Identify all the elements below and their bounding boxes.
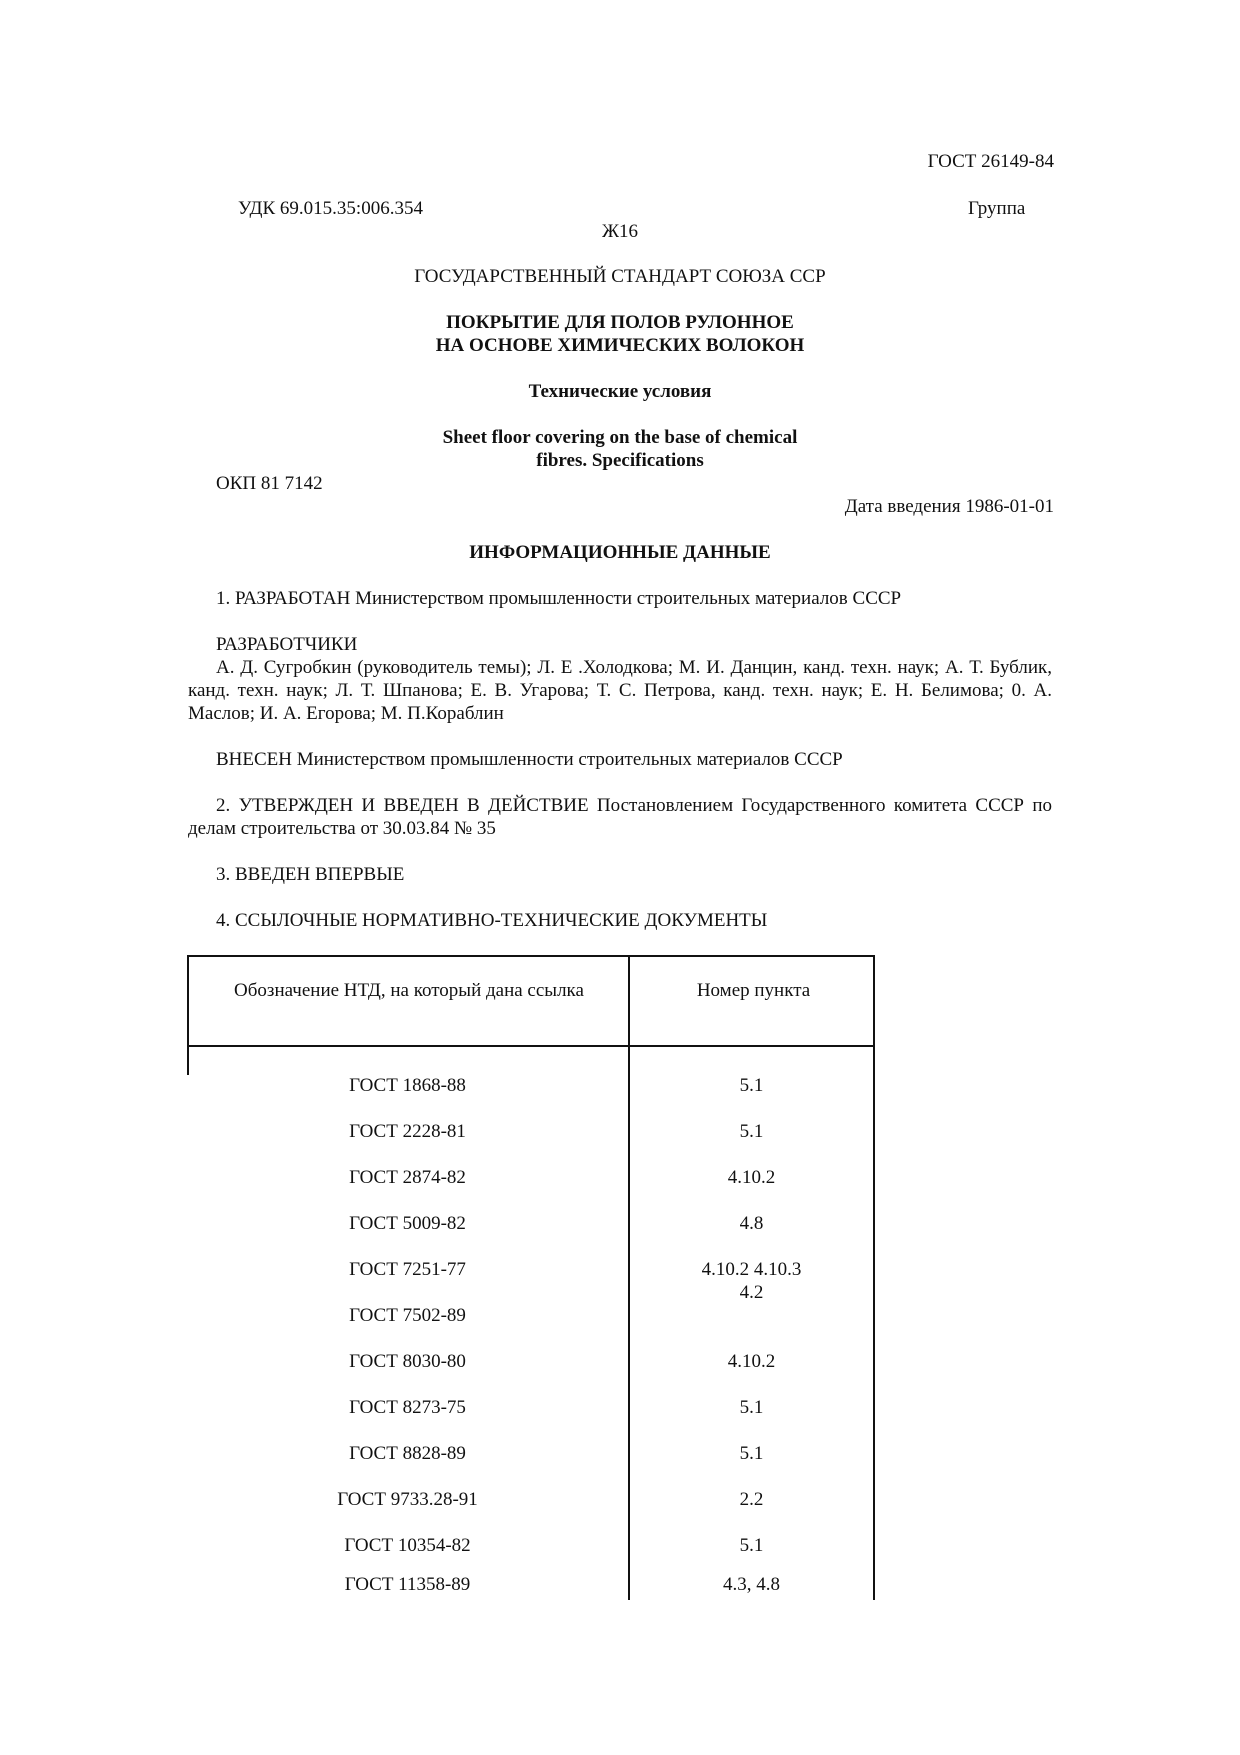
introduced-paragraph: ВНЕСЕН Министерством промышленности строительных материалов СССР	[216, 749, 843, 770]
table-row	[187, 1120, 875, 1166]
group-label: Группа	[968, 198, 1026, 219]
cell-item: 4.3, 4.8	[723, 1574, 780, 1595]
table-row	[187, 1573, 875, 1619]
okp-code: ОКП 81 7142	[216, 473, 323, 494]
introduction-date: Дата введения 1986-01-01	[844, 496, 1054, 517]
cell-ntd: ГОСТ 5009-82	[349, 1213, 466, 1234]
cell-ntd: ГОСТ 8828-89	[349, 1443, 466, 1464]
cell-ntd: ГОСТ 8030-80	[349, 1351, 466, 1372]
table-header	[187, 955, 875, 1047]
cell-item: 4.10.2	[727, 1351, 776, 1372]
title-line-2: НА ОСНОВЕ ХИМИЧЕСКИХ ВОЛОКОН	[435, 335, 805, 356]
cell-ntd: ГОСТ 7502-89	[349, 1305, 466, 1326]
title-line-1: ПОКРЫТИЕ ДЛЯ ПОЛОВ РУЛОННОЕ	[446, 312, 794, 333]
cell-item: 4.10.2 4.10.3 4.2	[701, 1259, 802, 1303]
table-row	[187, 1350, 875, 1396]
state-standard-heading: ГОСУДАРСТВЕННЫЙ СТАНДАРТ СОЮЗА ССР	[414, 266, 826, 287]
cell-ntd: ГОСТ 1868-88	[349, 1075, 466, 1096]
cell-ntd: ГОСТ 2874-82	[349, 1167, 466, 1188]
document-title	[0, 311, 1240, 357]
cell-ntd: ГОСТ 8273-75	[349, 1397, 466, 1418]
approved-paragraph: 2. УТВЕРЖДЕН И ВВЕДЕН В ДЕЙСТВИЕ Постановлением Государственного комитета СССР по делам строительства от 30.03.84 № 35	[188, 795, 1052, 839]
info-heading: ИНФОРМАЦИОННЫЕ ДАННЫЕ	[469, 542, 771, 563]
developers-list: А. Д. Сугробкин (руководитель темы); Л. Е .Холодкова; М. И. Данцин, канд. техн. наук; А. Т. Бублик, канд. техн. наук; Л. Т. Шпанова; Е. В. Угарова; Т. С. Петрова, канд. техн. наук; Е. Н. Белимова; 0. А. Маслов; И. А. Егорова; М. П.Кораблин	[188, 657, 1052, 724]
cell-ntd: ГОСТ 11358-89	[344, 1574, 471, 1595]
table-left-border	[187, 1045, 189, 1075]
cell-ntd: ГОСТ 7251-77	[349, 1259, 466, 1280]
cell-item: 4.10.2	[727, 1167, 776, 1188]
column-header-item: Номер пункта	[696, 980, 811, 1001]
cell-item: 2.2	[739, 1489, 764, 1510]
references-heading: 4. ССЫЛОЧНЫЕ НОРМАТИВНО-ТЕХНИЧЕСКИЕ ДОКУМЕНТЫ	[216, 910, 768, 931]
cell-ntd: ГОСТ 9733.28-91	[337, 1489, 478, 1510]
table-row	[187, 1166, 875, 1212]
cell-item: 5.1	[739, 1397, 764, 1418]
table-row	[187, 1258, 875, 1304]
cell-item: 5.1	[739, 1443, 764, 1464]
gost-number: ГОСТ 26149-84	[927, 151, 1054, 172]
developed-paragraph: 1. РАЗРАБОТАН Министерством промышленности строительных материалов СССР	[216, 588, 902, 609]
cell-item: 4.8	[739, 1213, 764, 1234]
document-subtitle: Технические условия	[528, 381, 712, 402]
table-row	[187, 1488, 875, 1534]
cell-ntd: ГОСТ 2228-81	[349, 1121, 466, 1142]
table-row	[187, 1396, 875, 1442]
cell-ntd: ГОСТ 10354-82	[344, 1535, 471, 1556]
english-title-line-2: fibres. Specifications	[536, 450, 704, 471]
english-title-line-1: Sheet floor covering on the base of chemical	[442, 427, 798, 448]
cell-item: 5.1	[739, 1121, 764, 1142]
references-table	[187, 955, 877, 1600]
table-row	[187, 1442, 875, 1488]
cell-item: 5.1	[739, 1535, 764, 1556]
cell-item: 5.1	[739, 1075, 764, 1096]
table-row	[187, 1304, 875, 1350]
udk-code: УДК 69.015.35:006.354	[238, 198, 423, 219]
column-header-ntd: Обозначение НТД, на который дана ссылка	[234, 980, 584, 1001]
developers-label: РАЗРАБОТЧИКИ	[216, 634, 358, 655]
first-time-paragraph: 3. ВВЕДЕН ВПЕРВЫЕ	[216, 864, 405, 885]
group-code: Ж16	[601, 221, 639, 242]
english-title	[0, 426, 1240, 472]
table-row	[187, 1074, 875, 1120]
table-row	[187, 1212, 875, 1258]
